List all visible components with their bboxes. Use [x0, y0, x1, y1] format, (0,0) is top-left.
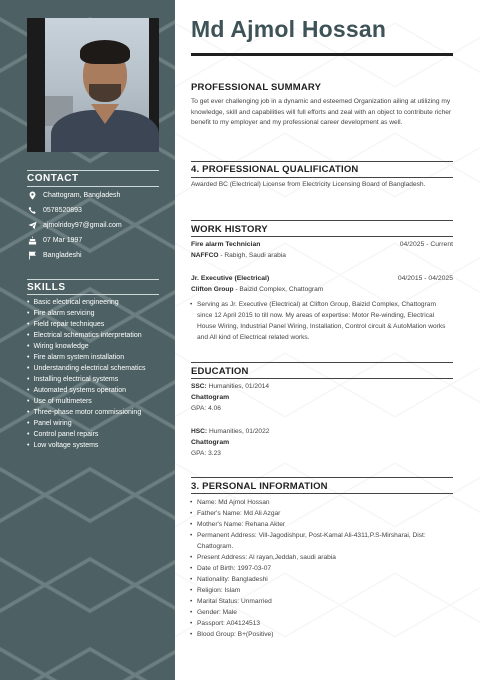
sidebar: [0, 0, 175, 680]
personal-info-item: • Date of Birth: 1997-03-07: [197, 563, 453, 574]
personal-info-item: • Father's Name: Md Ali Azgar: [197, 508, 453, 519]
job-date: 04/2025 - Current: [399, 241, 453, 248]
job-title: Fire alarm Technician: [191, 241, 261, 248]
summary-text: To get ever challenging job in a dynamic and esteemed Organization ailing at utilizing my knowledge, skill and capabilities will full efforts and zeal with an object to contribute richer benefit to my employer and my professional career development as well.: [191, 98, 452, 126]
education-title: EDUCATION: [191, 366, 249, 377]
personal-info-item: • Present Address: Al rayan,Jeddah, saudi arabia: [197, 552, 453, 563]
contact-location-text: Chattogram, Bangladesh: [43, 191, 121, 199]
skill-item: • Use of multimeters: [27, 396, 167, 407]
job-org-name: NAFFCO: [191, 252, 219, 259]
job-employer: [191, 286, 323, 293]
job-location: - Rabigh, Saudi arabia: [218, 252, 286, 259]
skill-item: • Wiring knowledge: [27, 341, 167, 352]
education-rule: [191, 362, 453, 363]
personal-info-item: • Gender: Male: [197, 607, 453, 618]
skill-item: • Basic electrical engineering: [27, 297, 167, 308]
job-title: Jr. Executive (Electrical): [191, 275, 270, 282]
personal-info-item: • Blood Group: B+(Positive): [197, 629, 453, 640]
flag-icon: [27, 250, 37, 260]
photo-background: [45, 18, 149, 152]
job-date: 04/2015 - 04/2025: [397, 275, 453, 282]
skill-item: • Low voltage systems: [27, 440, 167, 451]
qualification-text: Awarded BC (Electrical) License from Electricity Licensing Board of Bangladesh.: [191, 181, 426, 188]
education-level: SSC:: [191, 383, 207, 390]
personal-info-item: • Marital Status: Unmarried: [197, 596, 453, 607]
job-org-name: Clifton Group: [191, 286, 234, 293]
contact-email-text: ajmolridoy97@gmail.com: [43, 221, 122, 229]
contact-birthday: [27, 235, 82, 245]
education-detail: Humanities, 01/2014: [206, 383, 270, 390]
summary-title: PROFESSIONAL SUMMARY: [191, 82, 322, 93]
job-employer: [191, 252, 286, 259]
job-location: - Baizid Complex, Chattogram: [233, 286, 324, 293]
education-under-rule: [191, 378, 453, 379]
personal-rule: [191, 477, 453, 478]
skills-top-rule: [27, 279, 159, 280]
contact-phone-text: 0578520893: [43, 206, 82, 214]
personal-info-list: [197, 497, 453, 640]
contact-nationality-text: Bangladeshi: [43, 251, 82, 259]
qualification-under-rule: [191, 177, 453, 178]
skill-item: • Fire alarm system installation: [27, 352, 167, 363]
contact-email: [27, 220, 122, 230]
phone-icon: [27, 205, 37, 215]
send-icon: [27, 220, 37, 230]
education-level: HSC:: [191, 428, 208, 435]
education-gpa: GPA: 4.06: [191, 405, 221, 412]
skills-heading: SKILLS: [27, 282, 66, 293]
name-underline: [191, 53, 453, 56]
skills-rule: [27, 294, 159, 295]
personal-info-item: • Passport: A04124513: [197, 618, 453, 629]
skill-item: • Fire alarm servicing: [27, 308, 167, 319]
contact-heading: CONTACT: [27, 173, 79, 184]
contact-phone: [27, 205, 82, 215]
qualification-rule: [191, 161, 453, 162]
contact-top-rule: [27, 170, 159, 171]
contact-rule: [27, 186, 159, 187]
candidate-name: Md Ajmol Hossan: [191, 16, 387, 42]
education-entry: [191, 383, 269, 390]
photo-beard: [89, 84, 121, 102]
personal-title: 3. PERSONAL INFORMATION: [191, 481, 328, 492]
skills-list: [27, 297, 167, 451]
work-rule: [191, 220, 453, 221]
education-place: Chattogram: [191, 439, 230, 446]
profile-photo: [27, 18, 159, 152]
job-description: • Serving as Jr. Executive (Electrical) at Clifton Group, Baizid Complex, Chattogram since 12 April 2015 to till now. My areas of expertise: Motor Re-winding, Electrical House Wiring, Industrial Panel Wiring, Installation, Control circuit & AutoMation works and All kind of Electrical related works.: [197, 299, 453, 343]
skill-item: • Control panel repairs: [27, 429, 167, 440]
location-icon: [27, 190, 37, 200]
personal-info-item: • Nationality: Bangladeshi: [197, 574, 453, 585]
personal-info-item: • Permanent Address: Vill-Jagodishpur, Post-Kamal Ali-4311,P.S-Mirsharai, Dist: Chattogram.: [197, 530, 453, 552]
contact-nationality: [27, 250, 82, 260]
personal-info-item: • Religion: Islam: [197, 585, 453, 596]
photo-hair: [80, 40, 130, 64]
contact-birthday-text: 07 Mar 1997: [43, 236, 83, 244]
cake-icon: [27, 235, 37, 245]
personal-info-item: • Name: Md Ajmol Hossan: [197, 497, 453, 508]
work-under-rule: [191, 236, 453, 237]
contact-location: [27, 190, 120, 200]
main-content: [175, 0, 480, 680]
education-entry: [191, 428, 269, 435]
skill-item: • Panel wiring: [27, 418, 167, 429]
skill-item: • Automated systems operation: [27, 385, 167, 396]
skill-item: • Field repair techniques: [27, 319, 167, 330]
education-place: Chattogram: [191, 394, 230, 401]
skill-item: • Installing electrical systems: [27, 374, 167, 385]
personal-info-item: • Mother's Name: Rehana Akter: [197, 519, 453, 530]
skill-item: • Electrical schematics interpretation: [27, 330, 167, 341]
personal-under-rule: [191, 493, 453, 494]
skill-item: • Three-phase motor commissioning: [27, 407, 167, 418]
education-gpa: GPA: 3.23: [191, 450, 221, 457]
education-detail: Humanities, 01/2022: [207, 428, 270, 435]
qualification-title: 4. PROFESSIONAL QUALIFICATION: [191, 164, 359, 175]
skill-item: • Understanding electrical schematics: [27, 363, 167, 374]
work-title: WORK HISTORY: [191, 224, 268, 235]
